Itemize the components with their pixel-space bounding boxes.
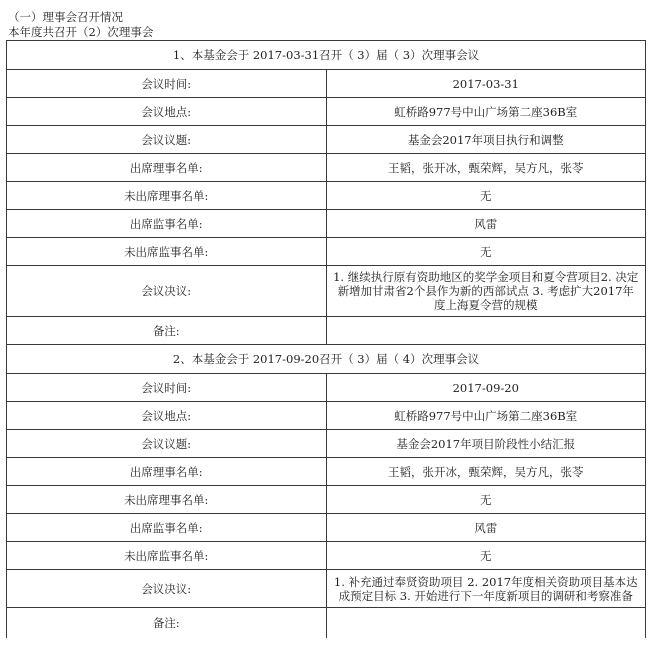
table-row [7,542,646,570]
resolution-value: 1. 补充通过奉贤资助项目 2. 2017年度相关资助项目基本达成预定目标 3. 开始进行下一年度新项目的调研和考察准备 [326,570,646,608]
meeting-title: 2、本基金会于 2017-09-20召开（ 3）届（ 4）次理事会议 [7,345,646,374]
table-row [7,458,646,486]
label-attend-supervisors: 出席监事名单: [7,514,327,542]
label-attend-directors: 出席理事名单: [7,458,327,486]
attend-supervisors-value: 风雷 [326,514,646,542]
section-title: （一）理事会召开情况 [8,10,123,24]
absent-directors-value: 无 [326,486,646,514]
meeting-count-summary: 本年度共召开（2）次理事会 [8,25,154,39]
meeting-topic-value: 基金会2017年项目阶段性小结汇报 [326,430,646,458]
table-row [7,182,646,210]
label-topic: 会议议题: [7,126,327,154]
table-row [7,317,646,345]
table-row [7,486,646,514]
label-attend-directors: 出席理事名单: [7,154,327,182]
table-row [7,98,646,126]
meeting-title-row [7,41,646,70]
attend-directors-value: 王韬，张开冰，甄荣辉，吴方凡，张苓 [326,458,646,486]
table-row [7,266,646,317]
resolution-value: 1. 继续执行原有资助地区的奖学金项目和夏令营项目2. 决定新增加甘肃省2个县作为新的西部试点 3. 考虑扩大2017年度上海夏令营的规模 [326,266,646,317]
label-time: 会议时间: [7,70,327,98]
remarks-value [326,608,646,639]
label-resolution: 会议决议: [7,266,327,317]
meeting-time-value: 2017-09-20 [326,374,646,402]
table-row [7,154,646,182]
table-row [7,126,646,154]
table-row [7,374,646,402]
label-time: 会议时间: [7,374,327,402]
board-meetings-table [6,40,646,638]
meeting-place-value: 虹桥路977号中山广场第二座36B室 [326,98,646,126]
table-row [7,570,646,608]
remarks-value [326,317,646,345]
table-row [7,608,646,639]
absent-directors-value: 无 [326,182,646,210]
meeting-title-row [7,345,646,374]
table-row [7,402,646,430]
absent-supervisors-value: 无 [326,542,646,570]
table-row [7,238,646,266]
table-row [7,514,646,542]
table-row [7,70,646,98]
attend-directors-value: 王韬，张开冰，甄荣辉，吴方凡，张苓 [326,154,646,182]
label-absent-directors: 未出席理事名单: [7,486,327,514]
label-absent-supervisors: 未出席监事名单: [7,542,327,570]
label-attend-supervisors: 出席监事名单: [7,210,327,238]
table-row [7,210,646,238]
label-remarks: 备注: [7,608,327,639]
absent-supervisors-value: 无 [326,238,646,266]
meeting-topic-value: 基金会2017年项目执行和调整 [326,126,646,154]
table-row [7,430,646,458]
label-topic: 会议议题: [7,430,327,458]
meeting-title: 1、本基金会于 2017-03-31召开（ 3）届（ 3）次理事会议 [7,41,646,70]
label-remarks: 备注: [7,317,327,345]
label-resolution: 会议决议: [7,570,327,608]
label-place: 会议地点: [7,98,327,126]
attend-supervisors-value: 风雷 [326,210,646,238]
label-place: 会议地点: [7,402,327,430]
meeting-time-value: 2017-03-31 [326,70,646,98]
meeting-place-value: 虹桥路977号中山广场第二座36B室 [326,402,646,430]
label-absent-directors: 未出席理事名单: [7,182,327,210]
label-absent-supervisors: 未出席监事名单: [7,238,327,266]
